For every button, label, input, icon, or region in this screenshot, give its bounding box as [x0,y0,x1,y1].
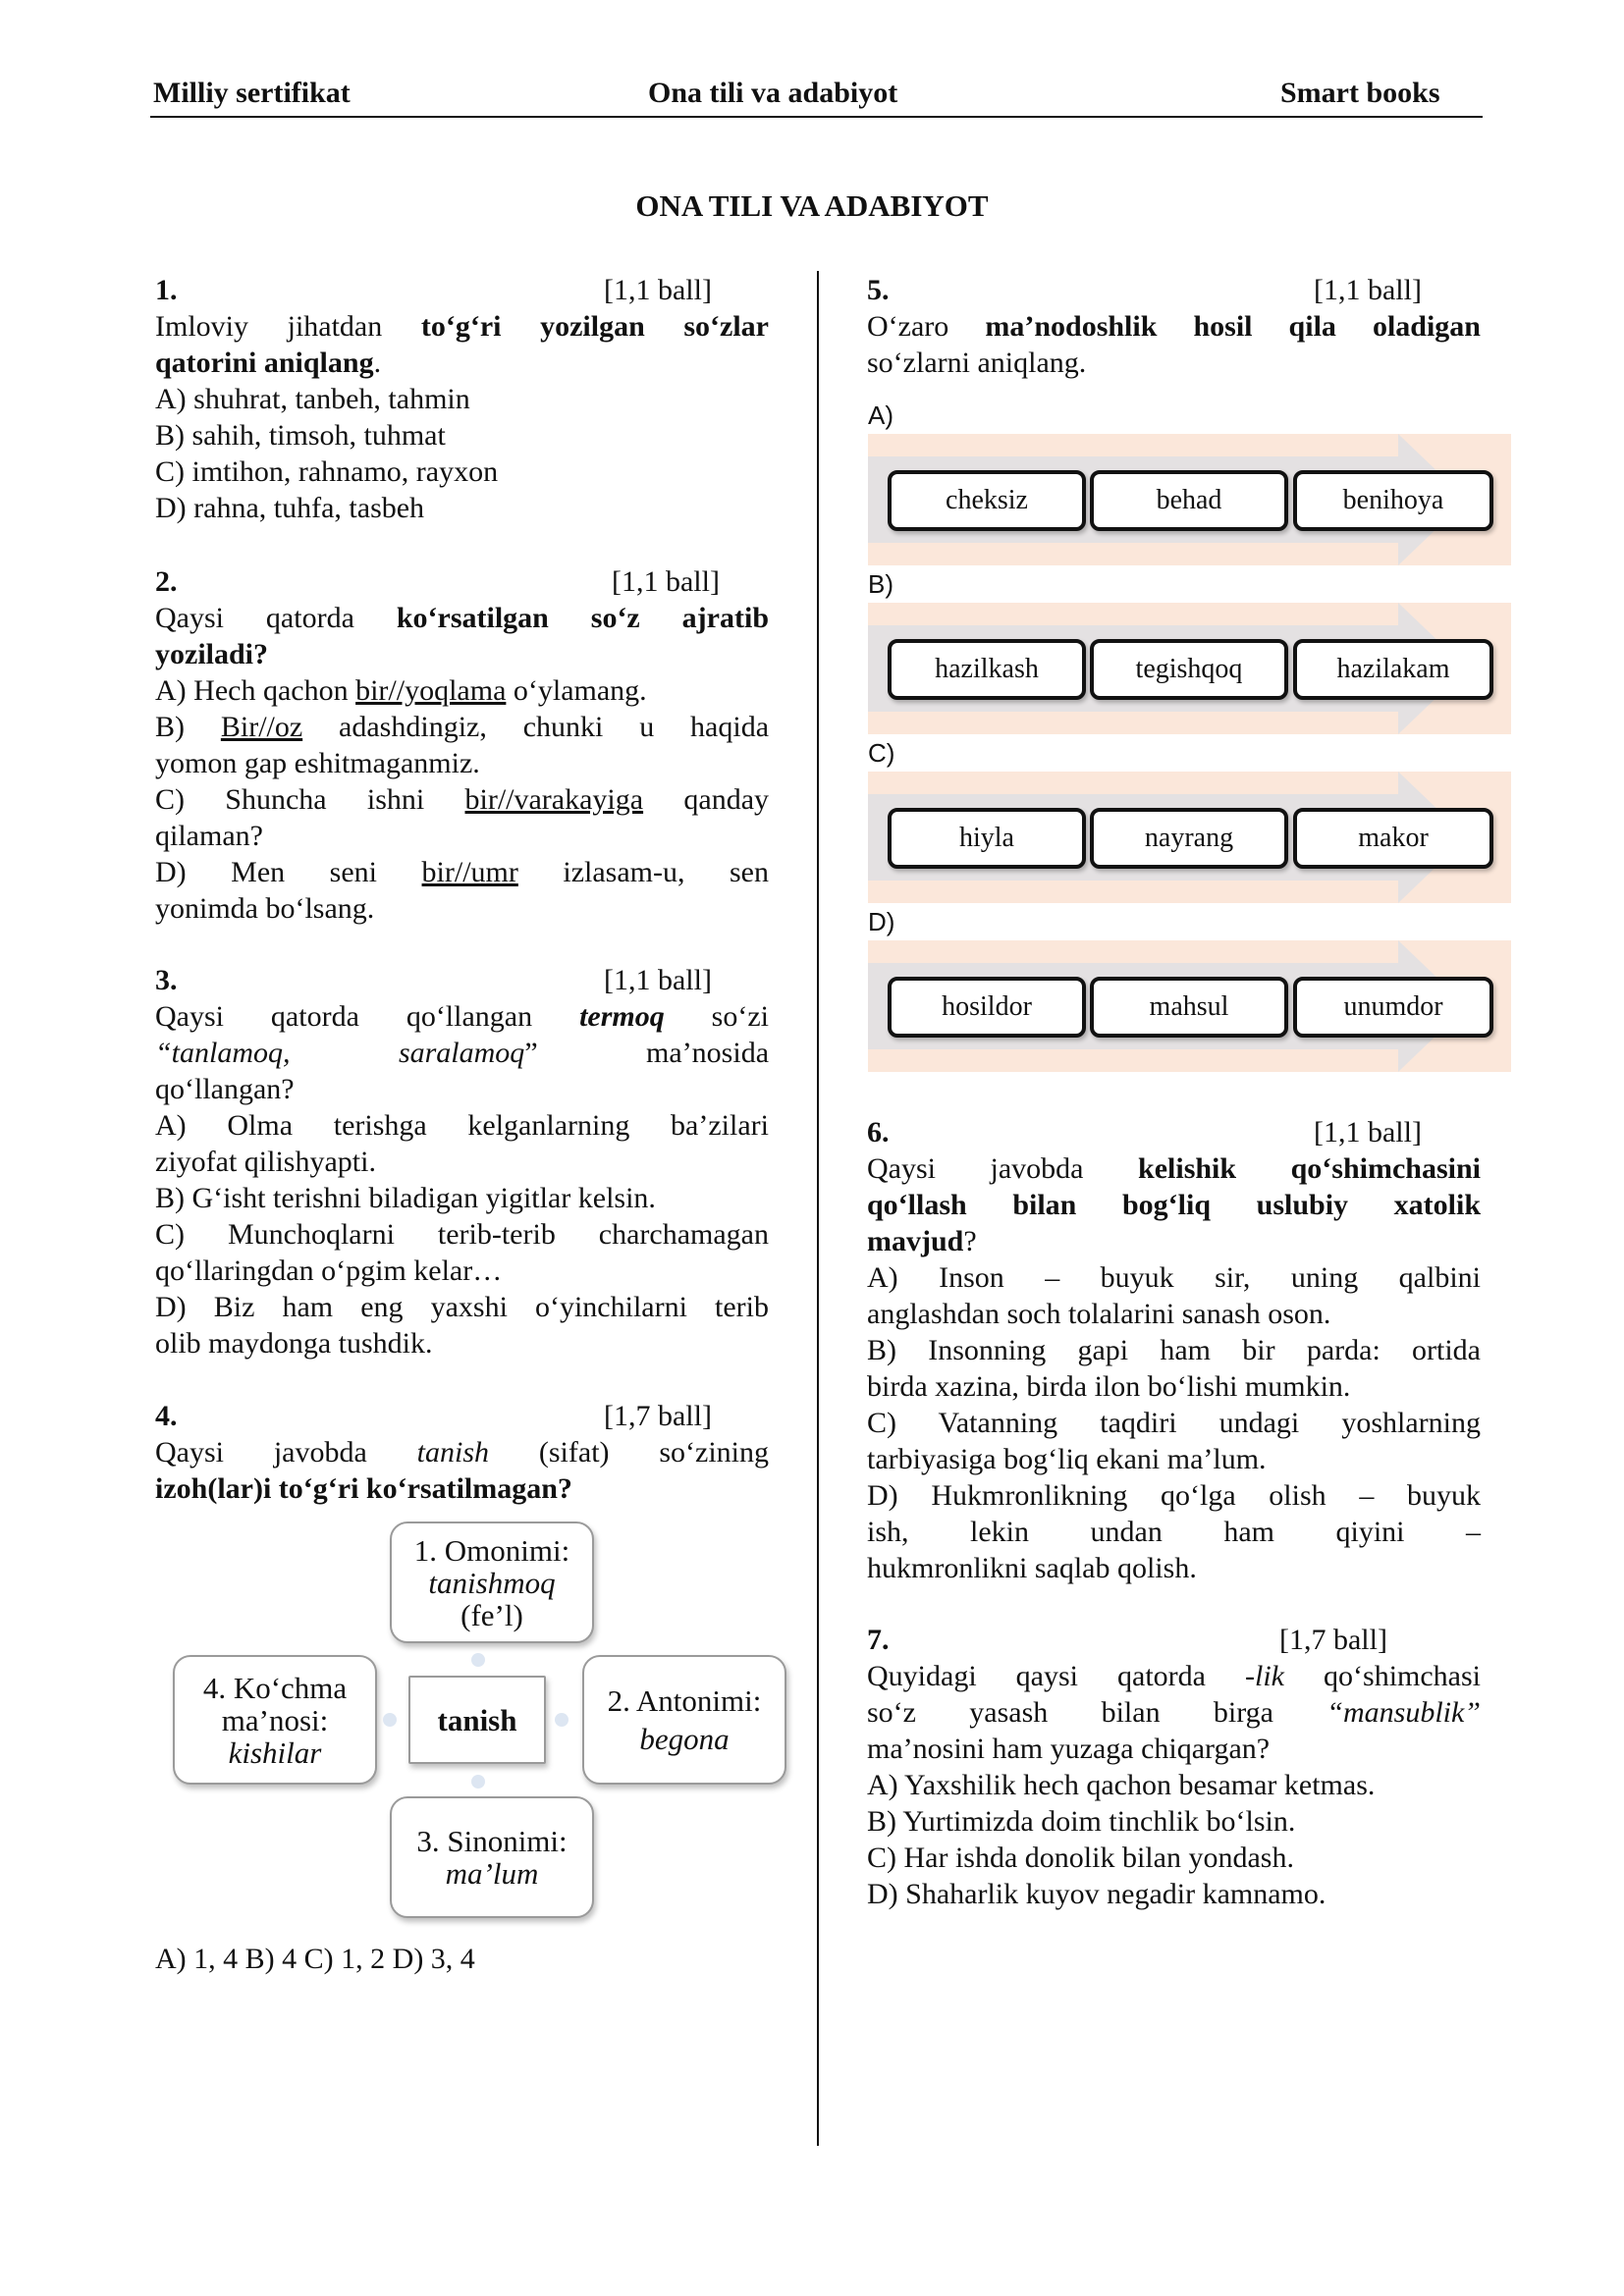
connector-dot [471,1653,485,1667]
option-d[interactable]: D) Hukmronlikning qo‘lga olish – buyuk [867,1479,1481,1512]
word-chip: cheksiz [888,470,1086,531]
option-a[interactable]: A) Inson – buyuk sir, uning qalbini [867,1261,1481,1294]
header-right: Smart books [1280,77,1440,109]
word-chip: hiyla [888,808,1086,869]
answer-options[interactable]: A) 1, 4 B) 4 C) 1, 2 D) 3, 4 [155,1943,475,1975]
option-b[interactable]: B) Bir//oz adashdingiz, chunki u haqida [155,711,770,743]
word-chip: benihoya [1293,470,1493,531]
diagram-center-word: tanish [408,1676,546,1764]
option-a-label: A) [868,400,893,430]
diagram-box-synonym: 3. Sinonimi: ma’lum [390,1796,594,1918]
connector-dot [383,1713,397,1727]
connector-dot [471,1775,485,1789]
question-3: 3. [1,1 ball] Qaysi qatorda qo‘llangan termoq so‘zi “tanlamoq, saralamoq” ma’nosida qo‘llangan? A) Olma terishga kelganlarning ba’zilari ziyofat qilishyapti. B) G‘isht terishni biladigan yigitlar kelsin. C) Munchoqlarni terib-terib charchamagan qo‘llaringdan o‘pgim kelar… D) Biz ham eng yaxshi o‘yinchilarni terib olib maydonga tushdik. [155,964,770,1360]
diagram-box-figurative: 4. Ko‘chma ma’nosi: kishilar [173,1655,377,1785]
option-a-band[interactable] [868,434,1511,565]
question-number: 2. [155,565,178,598]
word-chip: hazilakam [1293,639,1493,700]
header-center: Ona tili va adabiyot [648,77,898,109]
option-d[interactable]: D) Biz ham eng yaxshi o‘yinchilarni terib [155,1291,769,1323]
word-chip: makor [1293,808,1493,869]
word-chip: mahsul [1090,977,1288,1038]
question-points: [1,1 ball] [1314,1116,1422,1148]
question-2: 2. [1,1 ball] Qaysi qatorda ko‘rsatilgan so‘z ajratib yoziladi? A) Hech qachon bir//yoqlama o‘ylamang. B) Bir//oz adashdingiz, chunki u haqida yomon gap eshitmaganmiz. C) Shuncha ishni bir//varakayiga qanday qilaman? D) Men seni bir//umr izlasam-u, sen yonimda bo‘lsang. [155,565,770,925]
option-c[interactable]: C) Vatanning taqdiri undagi yoshlarning [867,1407,1481,1439]
header-rule [150,116,1483,118]
question-4-answers [155,1941,769,1977]
option-d-label: D) [868,907,895,936]
option-d-band[interactable] [868,940,1511,1072]
option-b[interactable]: B) sahih, timsoh, tuhmat [155,419,446,452]
connector-dot [555,1713,568,1727]
word-chip: nayrang [1090,808,1288,869]
option-a[interactable]: A) Olma terishga kelganlarning ba’zilari [155,1109,769,1142]
question-points: [1,1 ball] [1314,274,1422,306]
option-d[interactable]: D) rahna, tuhfa, tasbeh [155,492,425,524]
question-number: 5. [867,274,890,306]
option-c-band[interactable] [868,772,1511,903]
option-a[interactable]: A) shuhrat, tanbeh, tahmin [155,383,470,415]
question-1: 1. [1,1 ball] Imloviy jihatdan to‘g‘ri yozilgan so‘zlar qatorini aniqlang. A) shuhrat, tanbeh, tahmin B) sahih, timsoh, tuhmat C) imtihon, rahnamo, rayxon D) rahna, tuhfa, tasbeh [155,274,769,524]
question-5: 5. [1,1 ball] O‘zaro ma’nodoshlik hosil qila oladigan so‘zlarni aniqlang. [867,274,1481,379]
option-c-label: C) [868,738,895,768]
header-left: Milliy sertifikat [153,77,351,109]
page-title: ONA TILI VA ADABIYOT [635,188,989,223]
option-a[interactable]: A) Yaxshilik hech qachon besamar ketmas. [867,1769,1376,1801]
option-b[interactable]: B) Yurtimizda doim tinchlik bo‘lsin. [867,1805,1296,1838]
question-number: 6. [867,1116,890,1148]
question-number: 4. [155,1400,178,1432]
option-d[interactable]: D) Men seni bir//umr izlasam-u, sen [155,856,769,888]
diagram-box-antonym: 2. Antonimi: begona [582,1655,786,1785]
question-6: 6. [1,1 ball] Qaysi javobda kelishik qo‘shimchasini qo‘llash bilan bog‘liq uslubiy xatolik mavjud? A) Inson – buyuk sir, uning qalbini anglashdan soch tolalarini sanash oson. B) Insonning gapi ham bir parda: ortida birda xazina, birda ilon bo‘lishi mumkin. C) Vatanning taqdiri undagi yoshlarning tarbiyasiga bog‘liq ekani ma’lum. D) Hukmronlikning qo‘lga olish – buyuk ish, lekin undan ham qiyini – hukmronlikni saqlab qolish. [867,1116,1481,1584]
option-c[interactable]: C) imtihon, rahnamo, rayxon [155,455,499,488]
option-c[interactable]: C) Munchoqlarni terib-terib charchamagan [155,1218,769,1251]
word-chip: unumdor [1293,977,1493,1038]
question-number: 7. [867,1624,890,1656]
option-c[interactable]: C) Har ishda donolik bilan yondash. [867,1842,1294,1874]
question-number: 3. [155,964,178,996]
question-number: 1. [155,274,178,306]
question-points: [1,1 ball] [604,274,712,306]
word-chip: hosildor [888,977,1086,1038]
option-b-label: B) [868,569,893,599]
column-divider [817,271,819,2146]
diagram-box-homonym: 1. Omonimi: tanishmoq (fe’l) [390,1522,594,1643]
question-points: [1,7 ball] [604,1400,712,1432]
question-points: [1,7 ball] [1279,1624,1387,1656]
option-c[interactable]: C) Shuncha ishni bir//varakayiga qanday [155,783,770,816]
question-7: 7. [1,7 ball] Quyidagi qaysi qatorda -lik qo‘shimchasi so‘z yasash bilan birga “mansublik” ma’nosini ham yuzaga chiqargan? A) Yaxshilik hech qachon besamar ketmas. B) Yurtimizda doim tinchlik bo‘lsin. C) Har ishda donolik bilan yondash. D) Shaharlik kuyov negadir kamnamo. [867,1624,1482,1910]
question-points: [1,1 ball] [604,964,712,996]
word-chip: behad [1090,470,1288,531]
option-d[interactable]: D) Shaharlik kuyov negadir kamnamo. [867,1878,1326,1910]
option-b[interactable]: B) Insonning gapi ham bir parda: ortida [867,1334,1481,1366]
option-a[interactable]: A) Hech qachon bir//yoqlama o‘ylamang. [155,674,647,707]
word-chip: tegishqoq [1090,639,1288,700]
word-chip: hazilkash [888,639,1086,700]
question-4: 4. [1,7 ball] Qaysi javobda tanish (sifat) so‘zining izoh(lar)i to‘g‘ri ko‘rsatilmagan? [155,1400,770,1505]
option-b-band[interactable] [868,603,1511,734]
option-b[interactable]: B) G‘isht terishni biladigan yigitlar kelsin. [155,1182,656,1214]
question-points: [1,1 ball] [612,565,720,598]
